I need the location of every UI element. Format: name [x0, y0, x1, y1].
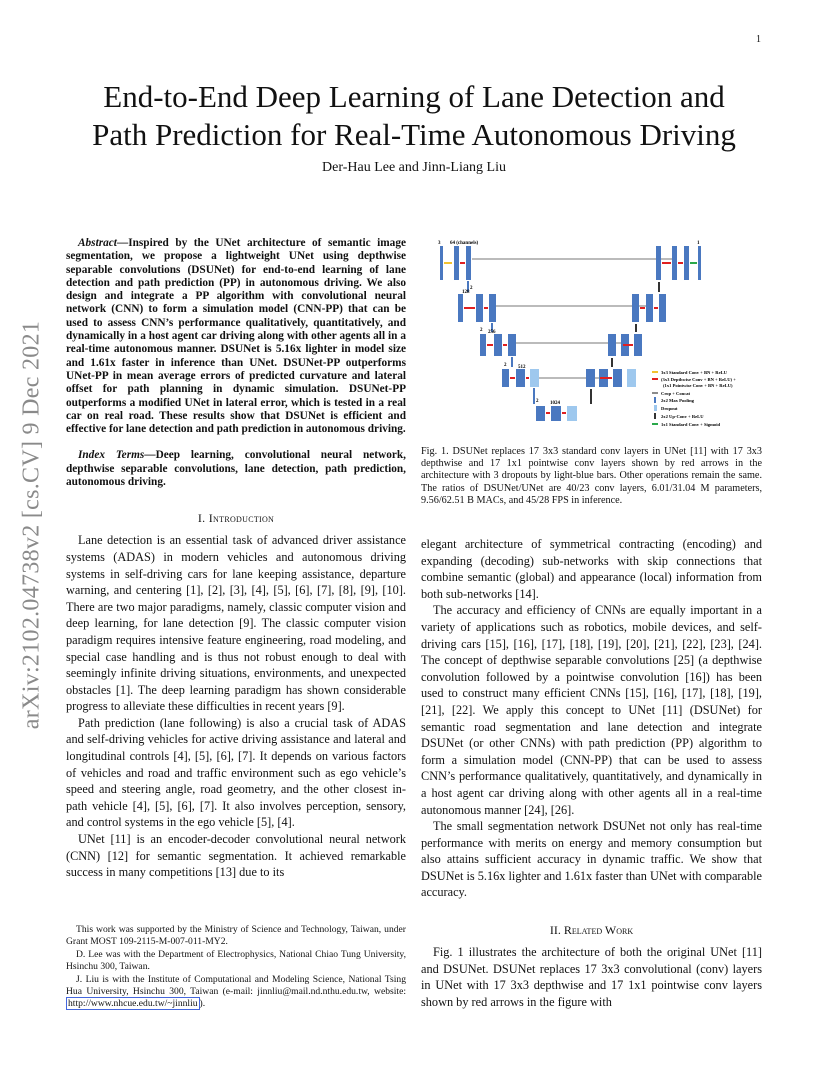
- page-number: 1: [756, 34, 761, 45]
- title-line-2: Path Prediction for Real-Time Autonomous Driving: [92, 117, 736, 152]
- paper-title: [60, 78, 768, 154]
- abstract-text: —Inspired by the UNet architecture of semantic image segmentation, we propose a lightweight UNet using depthwise separable convolutions (DSUNet) for end-to-end learning of lane detection and path prediction (PP) in autonomous driving. We also design and integrate a PP algorithm with convolutional neural network (CNN) to form a simulation model (CNN-PP) that can be used to assess CNN’s performance qualitatively, quantitatively, and dynamically in a host agent car driving along with other agents all in a real-time autonomous manner. DSUNet is 5.16x lighter in model size and 1.61x faster in inference than UNet. DSUNet-PP outperforms UNet-PP in mean average errors of predicted curvature and lateral offset for path planning in dynamic simulation. DSUNet-PP outperforms a modified UNet in lateral error, which is tested in a real car on real road. These results show that DSUNet is efficient and effective for lane detection and path prediction in autonomous driving.: [66, 237, 406, 436]
- right-paragraph-1: elegant architecture of symmetrical contracting (encoding) and expanding (decoding) sub-networks with skip connections that combine semantic (global) and appearance (local) information from both sub-networks [14].: [421, 537, 762, 601]
- feature-map: [634, 334, 642, 356]
- scale-label: 2: [480, 328, 483, 333]
- legend-text: (1x1 Pointwise Conv + BN + ReLU): [663, 383, 733, 388]
- feature-map: [627, 369, 636, 387]
- index-label: Index Terms: [78, 449, 145, 462]
- footnote-liu-end: ).: [199, 997, 206, 1009]
- feature-map: [480, 334, 486, 356]
- index-terms: [66, 449, 406, 489]
- footnote-author-liu: [66, 974, 406, 1009]
- figure-caption: Fig. 1. DSUNet replaces 17 3x3 standard conv layers in UNet [11] with 17 3x3 depthwise and 17 1x1 pointwise conv layers shown by red arrows in the architecture with 3 dropouts by light-blue bars. Other operations remain the same. The ratios of DSUNet/UNet are 40/23 conv layers, 6.01/31.04 M parameters, 9.56/62.51 B MACs, and 45/28 FPS in inference.: [421, 446, 762, 506]
- feature-map: [656, 246, 661, 280]
- section-heading-introduction: [66, 511, 406, 526]
- feature-map: [586, 369, 595, 387]
- feature-map: [508, 334, 516, 356]
- section-title: Introduction: [208, 511, 275, 526]
- legend-text: (3x3 Depthwise Conv + BN + ReLU) +: [661, 377, 736, 382]
- intro-paragraph-1: Lane detection is an essential task of advanced driver assistance systems (ADAS) in modern vehicles and autonomous driving systems in self-driving cars for lane keeping assistance, departure warning, and centering [1], [2], [3], [4], [5], [6], [7], [8], [9], [10]. There are two major paradigms, namely, classic computer vision and deep learning, for lane detection [9]. The classic computer vision paradigm requires intensive feature engineering, road modeling, and special case handling and is thus not robust enough to deal with seemingly infinite driving situations, environments, and unexpected obstacles [1]. The deep learning paradigm has shown considerable progress to alleviate these difficulties in recent years [9].: [66, 533, 406, 714]
- right-paragraph-2: The accuracy and efficiency of CNNs are equally important in a variety of applications such as robotics, mobile devices, and self-driving cars [15], [16], [17], [18], [19], [20], [21], [22], [23], [24]. The concept of depthwise separable convolutions [25] (a depthwise convolution followed by a pointwise convolution [16]) has been used to construct many efficient CNNs [15], [16], [17], [18], [19], [21], [22]. We apply this concept to UNet [11] (DSUNet) for semantic road segmentation and lane detection and integrate DSUNet (or other CNNs) with path prediction (PP) algorithm to form a simulation model (CNN-PP) that can be used to assess CNN’s performance qualitatively, quantitatively, and dynamically in a host agent car driving along with other agents all in a real-time autonomous manner [24], [26].: [421, 603, 762, 817]
- feature-map: [458, 294, 463, 322]
- channel-label-128: 128: [462, 290, 470, 295]
- authors: Der-Hau Lee and Jinn-Liang Liu: [322, 160, 506, 175]
- feature-map: [489, 294, 496, 322]
- legend-swatch-dropout: [654, 405, 657, 411]
- feature-map: [476, 294, 483, 322]
- legend-text: 3x3 Standard Conv + BN + ReLU: [661, 370, 727, 375]
- scale-label: 2: [536, 399, 539, 404]
- channel-label-1: 1: [697, 241, 700, 246]
- section-heading-related-work: [421, 923, 762, 938]
- feature-map: [672, 246, 677, 280]
- scale-label: 2: [504, 363, 507, 368]
- feature-map: [536, 406, 545, 421]
- feature-map: [466, 246, 471, 280]
- footnote-liu-text: J. Liu is with the Institute of Computational and Modeling Science, National Tsing Hua University, Hsinchu 300, Taiwan (e-mail: jinnliu@mail.nd.nthu.edu.tw, website:: [66, 974, 406, 997]
- figure-legend: [652, 370, 736, 427]
- feature-map: [608, 334, 616, 356]
- section-title: Related Work: [563, 923, 634, 938]
- right-paragraph-3: The small segmentation network DSUNet not only has real-time performance with merits on energy and memory consumption but also attains sufficient accuracy in dynamic traffic. We show that DSUNet is 5.16x lighter and 1.61x faster than UNet with comparable accuracy.: [421, 819, 762, 900]
- legend-text: Dropout: [661, 406, 678, 411]
- feature-map: [454, 246, 459, 280]
- feature-map: [646, 294, 653, 322]
- feature-map: [698, 246, 701, 280]
- abstract-label: Abstract: [78, 237, 117, 249]
- feature-map: [530, 369, 539, 387]
- intro-paragraph-3: UNet [11] is an encoder-decoder convolutional neural network (CNN) [12] for semantic segmentation. It achieved remarkable success in many competitions [13] due to its: [66, 832, 406, 880]
- feature-map: [613, 369, 622, 387]
- feature-map: [494, 334, 502, 356]
- feature-map: [632, 294, 639, 322]
- legend-text: 2x2 Up-Conv + ReLU: [661, 414, 704, 419]
- website-link[interactable]: http://www.nhcue.edu.tw/~jinnliu: [68, 997, 198, 1009]
- feature-map: [659, 294, 666, 322]
- intro-paragraph-2: Path prediction (lane following) is also a crucial task of ADAS and self-driving vehicles for active driving assistance and lateral and longitudinal controls [4], [5], [6], [7]. It depends on various factors of vehicles and road and traffic environment such as ego vehicle’s speed and steering angle, road geometry, and the other closest in-path vehicle [4], [5], [6], [7]. It also involves perception, sensory, and control systems in the ego vehicle [5], [4].: [66, 715, 406, 830]
- channel-label-256: 256: [488, 330, 496, 335]
- scale-label: 2: [470, 286, 473, 291]
- feature-map: [567, 406, 577, 421]
- footnotes: [66, 924, 406, 1011]
- legend-text: Crop + Concat: [661, 391, 691, 396]
- channel-label-3: 3: [438, 241, 441, 246]
- section-number: II.: [549, 923, 561, 938]
- footnote-funding: This work was supported by the Ministry of Science and Technology, Taiwan, under Grant MOST 109-2115-M-007-011-MY2.: [66, 924, 406, 947]
- left-column: [66, 237, 406, 881]
- arxiv-stamp: [12, 295, 52, 755]
- index-text: —Deep learning, convolutional neural network, depthwise separable convolutions, lane detection, path prediction, autonomous driving.: [66, 449, 406, 489]
- channel-label-1024: 1024: [550, 401, 560, 406]
- abstract: [66, 237, 406, 436]
- channel-label-64: 64 (channels): [450, 241, 479, 246]
- legend-text: 2x2 Max Pooling: [661, 398, 694, 403]
- section-number: I.: [197, 511, 206, 526]
- related-work-paragraph-1: Fig. 1 illustrates the architecture of both the original UNet [11] and DSUNet. DSUNet replaces 17 3x3 convolutional (conv) layers in UNet with 17 3x3 depthwise and 17 1x1 pointwise conv layers shown by red arrows in the figure with: [421, 945, 762, 1009]
- right-column: [421, 536, 762, 1010]
- legend-text: 1x1 Standard Conv + Sigmoid: [661, 422, 721, 427]
- title-line-1: End-to-End Deep Learning of Lane Detection and: [103, 79, 725, 114]
- feature-map: [516, 369, 525, 387]
- footnote-author-lee: D. Lee was with the Department of Electrophysics, National Chiao Tung University, Hsinchu 300, Taiwan.: [66, 949, 406, 972]
- unet-architecture-figure: [436, 236, 762, 436]
- feature-map: [440, 246, 443, 280]
- feature-map: [502, 369, 509, 387]
- feature-map: [551, 406, 561, 421]
- arxiv-id: arXiv:2102.04738v2 [cs.CV] 9 Dec 2021: [18, 320, 45, 730]
- feature-map: [684, 246, 689, 280]
- channel-label-512: 512: [518, 365, 526, 370]
